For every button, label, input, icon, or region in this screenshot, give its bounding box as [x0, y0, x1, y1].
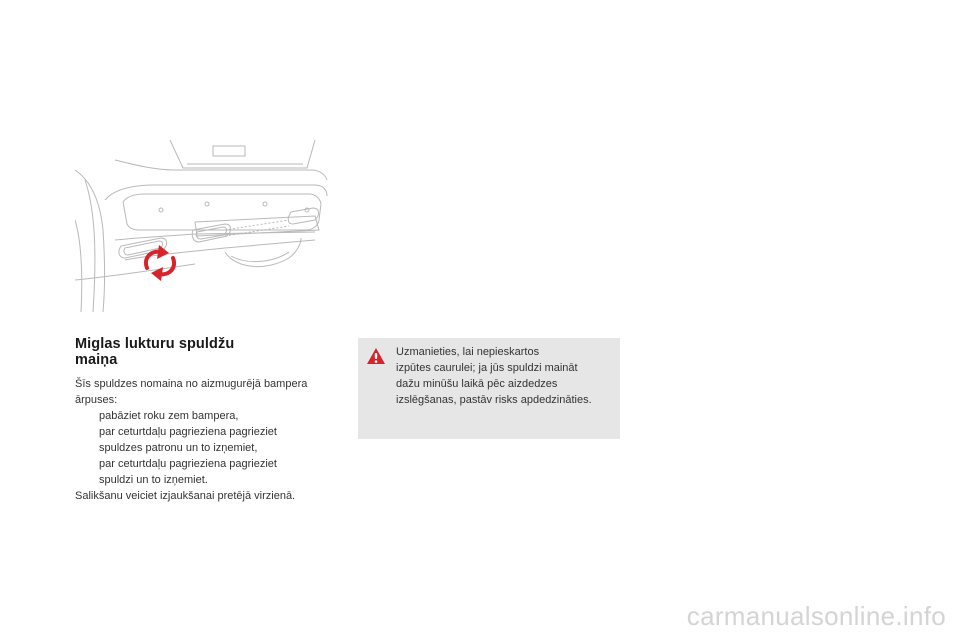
steps-list: [75, 408, 340, 488]
warning-box: [358, 338, 620, 439]
step-item: [75, 424, 340, 456]
watermark: carmanualsonline.info: [686, 601, 946, 631]
step-2-line-2: spuldzes patronu un to izņemiet,: [99, 442, 258, 454]
heading-line-1: Miglas lukturu spuldžu: [75, 336, 235, 352]
closing-text: Salikšanu veiciet izjaukšanai pretējā virzienā.: [75, 490, 296, 502]
step-item: [75, 408, 340, 424]
warning-line-4: izslēgšanas, pastāv risks apdedzināties.: [396, 394, 592, 406]
step-3-line-1: par ceturtdaļu pagrieziena pagrieziet: [99, 458, 277, 470]
section-heading: [75, 336, 335, 368]
warning-line-2: izpūtes caurulei; ja jūs spuldzi maināt: [396, 362, 578, 374]
step-item: [75, 456, 340, 488]
warning-exclamation-icon: [366, 347, 386, 365]
heading-line-2: maiņa: [75, 352, 118, 368]
warning-line-3: dažu minūšu laikā pēc aizdedzes: [396, 378, 558, 390]
intro-line-1: Šīs spuldzes nomaina no aizmugurējā bampera: [75, 378, 308, 390]
warning-line-1: Uzmanieties, lai nepieskartos: [396, 346, 540, 358]
step-3-line-2: spuldzi un to izņemiet.: [99, 474, 208, 486]
intro-line-2: ārpuses:: [75, 394, 118, 406]
instructions: [75, 376, 340, 504]
step-2-line-1: par ceturtdaļu pagrieziena pagrieziet: [99, 426, 277, 438]
warning-text: [396, 344, 618, 408]
car-rear-drawing: [75, 140, 328, 312]
step-1-line-1: pabāziet roku zem bampera,: [99, 410, 239, 422]
rear-bumper-illustration: [75, 140, 328, 312]
